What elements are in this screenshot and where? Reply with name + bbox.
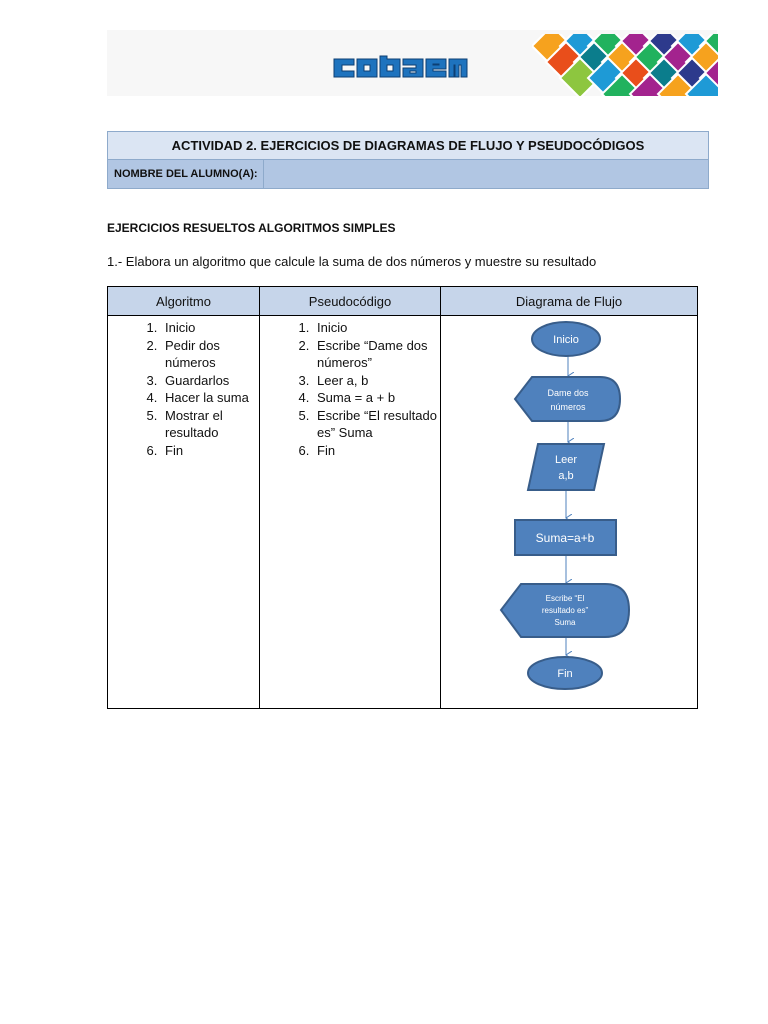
problem-statement: 1.- Elabora un algoritmo que calcule la suma de dos números y muestre su resultado [107, 254, 597, 269]
list-item: 4. Hacer la suma [161, 389, 258, 407]
result-line3: Suma [554, 618, 576, 627]
list-item: 1. Inicio [161, 319, 258, 337]
section-title: EJERCICIOS RESUELTOS ALGORITMOS SIMPLES [107, 221, 396, 235]
list-item: 1. Inicio [313, 319, 439, 337]
process-label: Suma=a+b [535, 531, 595, 545]
end-label: Fin [557, 668, 573, 680]
list-item: 2. Pedir dos números [161, 337, 258, 372]
display-shape-prompt [515, 377, 620, 421]
list-item: 2. Escribe “Dame dos números” [313, 337, 439, 372]
column-header-algoritmo: Algoritmo [108, 287, 260, 316]
prompt-line2: números [550, 402, 586, 412]
list-item: 4. Suma = a + b [313, 389, 439, 407]
column-header-pseudocodigo: Pseudocódigo [260, 287, 441, 316]
input-shape [528, 444, 604, 490]
start-label: Inicio [553, 334, 579, 346]
list-item: 5. Mostrar el resultado [161, 407, 258, 442]
list-item: 6. Fin [161, 442, 258, 460]
list-item: 5. Escribe “El resultado es” Suma [313, 407, 439, 442]
result-line1: Escribe “El [545, 594, 585, 603]
list-item: 3. Guardarlos [161, 372, 258, 390]
activity-title: ACTIVIDAD 2. EJERCICIOS DE DIAGRAMAS DE FLUJO Y PSEUDOCÓDIGOS [108, 132, 709, 160]
column-header-diagrama: Diagrama de Flujo [441, 287, 698, 316]
prompt-line1: Dame dos [547, 388, 589, 398]
student-name-label: NOMBRE DEL ALUMNO(A): [108, 160, 264, 189]
list-item: 3. Leer a, b [313, 372, 439, 390]
list-item: 6. Fin [313, 442, 439, 460]
input-line2: a,b [558, 470, 574, 482]
result-line2: resultado es” [541, 606, 589, 615]
input-line1: Leer [554, 454, 578, 466]
